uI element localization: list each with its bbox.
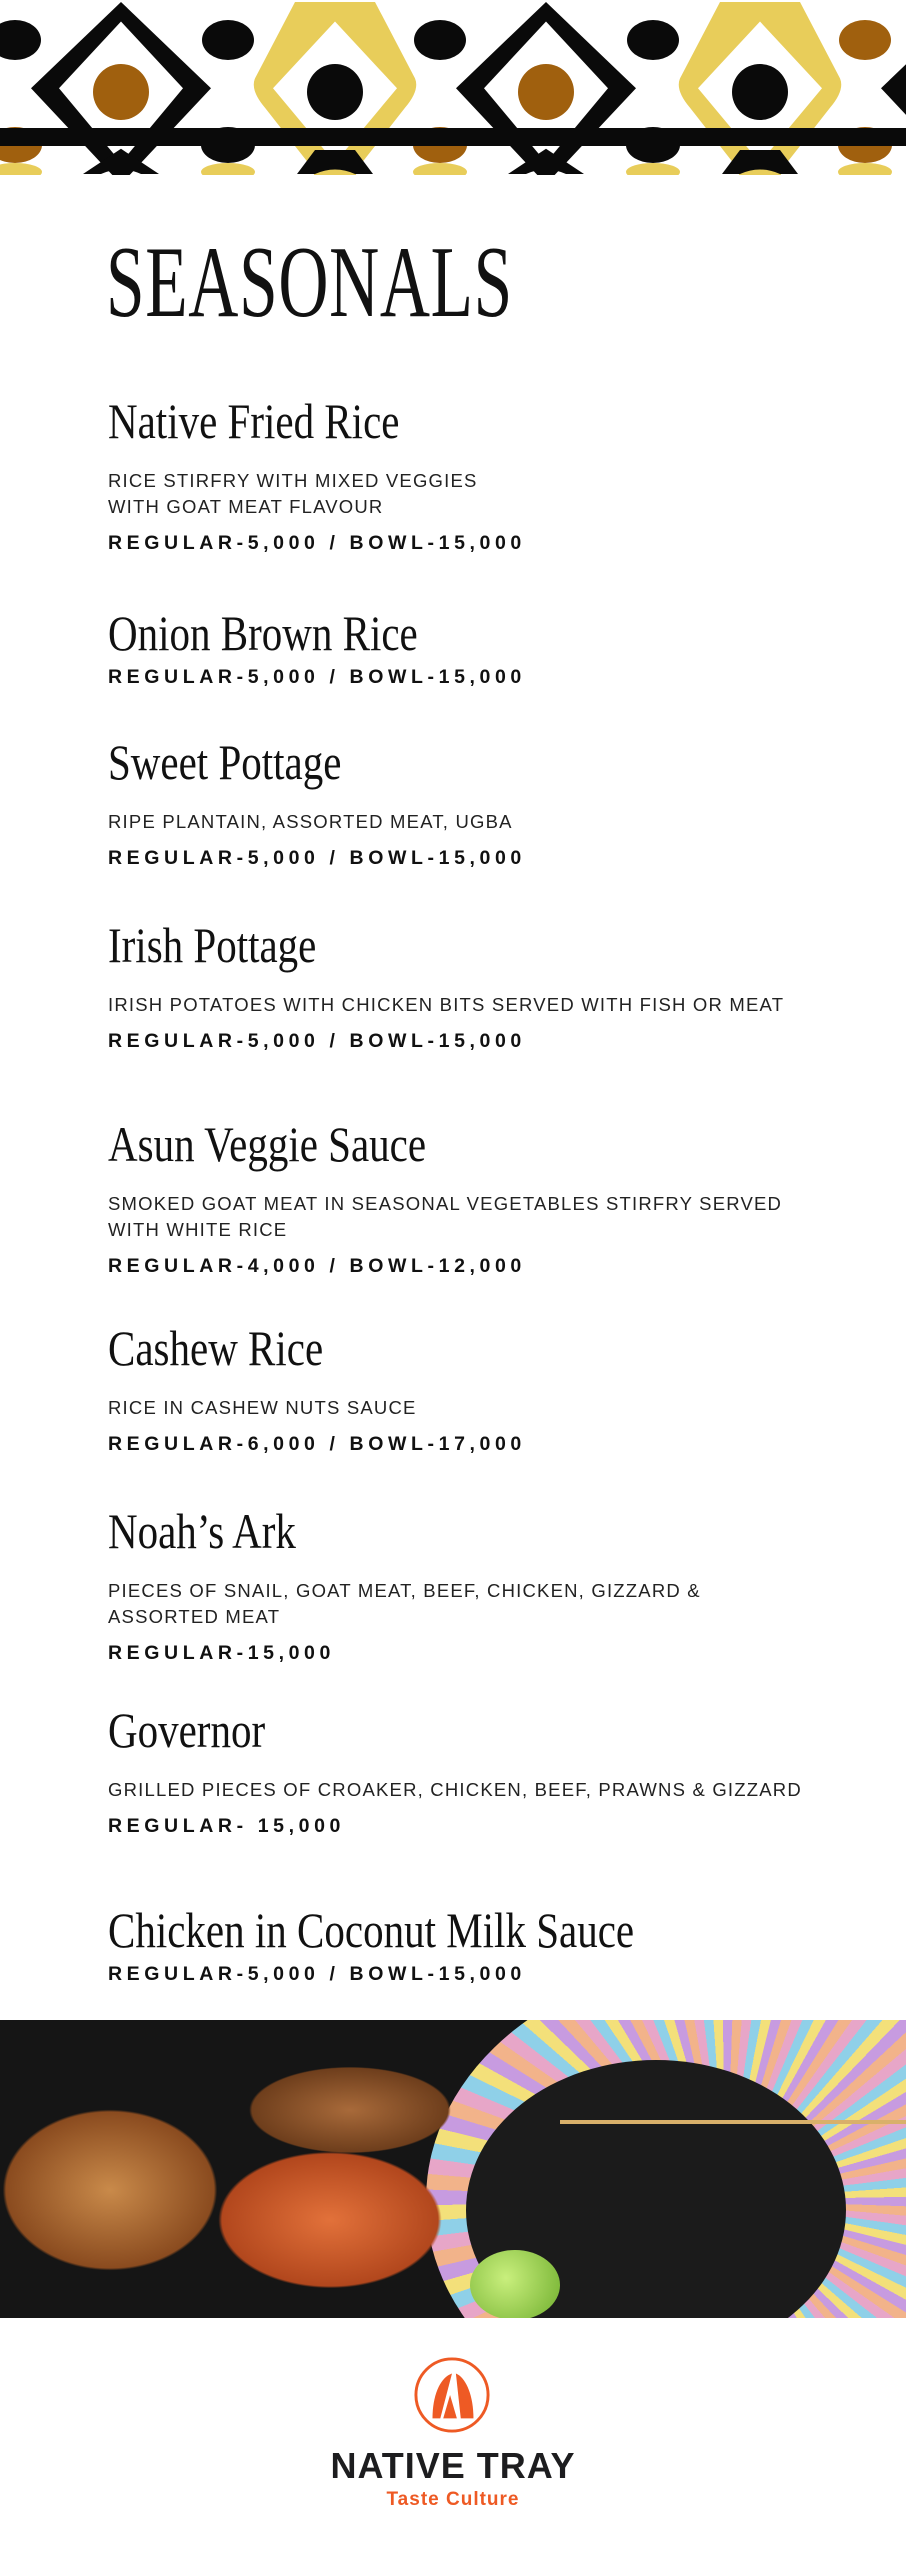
item-price: REGULAR-5,000 / BOWL-15,000 xyxy=(108,847,526,869)
item-price: REGULAR-4,000 / BOWL-12,000 xyxy=(108,1255,526,1277)
page-title: SEASONALS xyxy=(106,226,513,339)
menu-item xyxy=(108,1702,828,1839)
item-description: IRISH POTATOES WITH CHICKEN BITS SERVED WITH FISH OR MEAT xyxy=(108,994,785,1015)
item-price: REGULAR-5,000 / BOWL-15,000 xyxy=(108,1963,526,1985)
menu-item xyxy=(108,917,828,1054)
item-title: Irish Pottage xyxy=(108,917,317,973)
item-description: SMOKED GOAT MEAT IN SEASONAL VEGETABLES STIRFRY SERVED WITH WHITE RICE xyxy=(108,1193,783,1240)
menu-item xyxy=(108,605,828,690)
menu-item xyxy=(108,1116,828,1279)
item-price: REGULAR-5,000 / BOWL-15,000 xyxy=(108,1030,526,1052)
menu-item xyxy=(108,1320,828,1457)
brand-name: NATIVE TRAY xyxy=(330,2445,576,2486)
menu-item xyxy=(108,393,828,556)
tribal-pattern-banner xyxy=(0,0,906,175)
item-title: Onion Brown Rice xyxy=(108,605,418,661)
item-description: RIPE PLANTAIN, ASSORTED MEAT, UGBA xyxy=(108,811,513,832)
item-title: Noah’s Ark xyxy=(108,1503,296,1559)
item-description: RICE IN CASHEW NUTS SAUCE xyxy=(108,1397,417,1418)
item-description: PIECES OF SNAIL, GOAT MEAT, BEEF, CHICKEN, GIZZARD & ASSORTED MEAT xyxy=(108,1580,701,1627)
menu-item xyxy=(108,1902,828,1987)
item-title: Sweet Pottage xyxy=(108,734,342,790)
food-photo xyxy=(0,2020,906,2318)
item-title: Cashew Rice xyxy=(108,1320,324,1376)
item-title: Asun Veggie Sauce xyxy=(108,1116,427,1172)
item-price: REGULAR-15,000 xyxy=(108,1642,335,1664)
item-title: Native Fried Rice xyxy=(108,393,400,449)
menu-item xyxy=(108,734,828,871)
item-price: REGULAR-5,000 / BOWL-15,000 xyxy=(108,666,526,688)
item-description: GRILLED PIECES OF CROAKER, CHICKEN, BEEF, PRAWNS & GIZZARD xyxy=(108,1779,802,1800)
item-price: REGULAR-6,000 / BOWL-17,000 xyxy=(108,1433,526,1455)
brand-tagline: Taste Culture xyxy=(386,2489,520,2510)
item-title: Chicken in Coconut Milk Sauce xyxy=(108,1902,635,1958)
item-price: REGULAR-5,000 / BOWL-15,000 xyxy=(108,532,526,554)
item-description: RICE STIRFRY WITH MIXED VEGGIES WITH GOAT MEAT FLAVOUR xyxy=(108,470,478,517)
lime-wedge xyxy=(470,2250,560,2318)
menu-item xyxy=(108,1503,828,1666)
tent-a-circle-icon xyxy=(413,2356,491,2434)
item-title: Governor xyxy=(108,1702,266,1758)
item-price: REGULAR- 15,000 xyxy=(108,1815,345,1837)
